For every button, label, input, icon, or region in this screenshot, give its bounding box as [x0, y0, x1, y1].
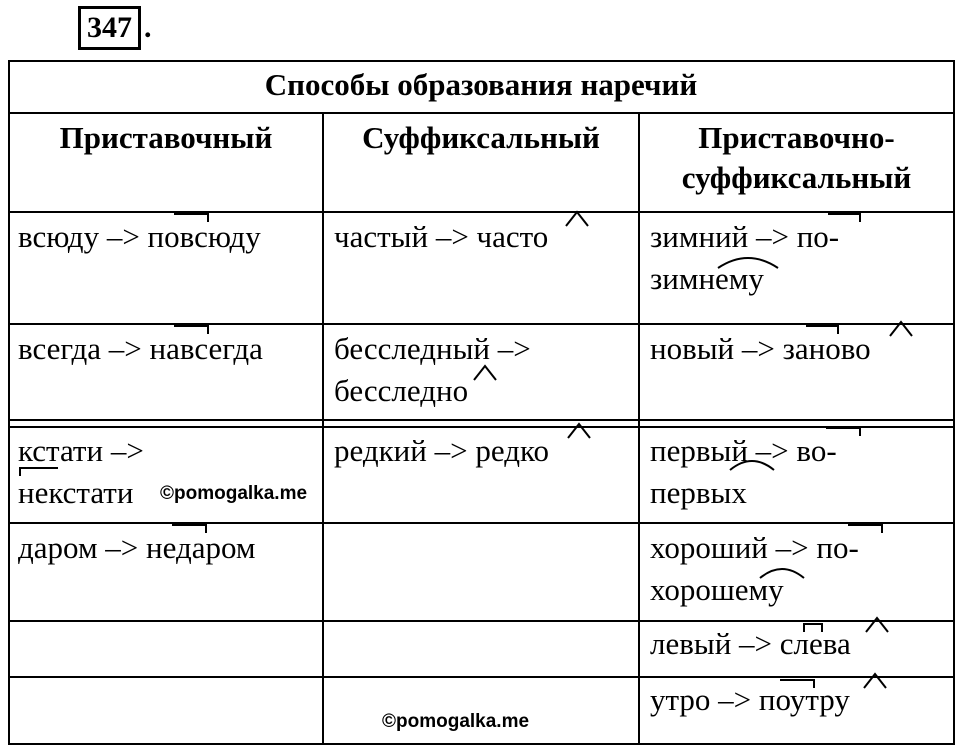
cell-line: редкий –> редко	[334, 433, 549, 468]
table-border-bottom	[8, 743, 955, 745]
cell-line: хорошему	[650, 572, 784, 607]
table-border-left	[8, 60, 10, 745]
cell-line: некстати	[18, 475, 134, 510]
cell-prefixal	[18, 216, 261, 258]
cell-line: бесследно	[334, 373, 469, 408]
cell-line: утро –> поутру	[650, 682, 850, 717]
cell-prefixal	[18, 430, 144, 514]
cell-line: первый –> во-	[650, 433, 837, 468]
cell-line: новый –> заново	[650, 331, 871, 366]
table-rule-title	[8, 112, 955, 114]
table-rule-row3	[8, 522, 955, 524]
column-header-line: суффиксальный	[681, 160, 912, 195]
table-rule-header	[8, 211, 955, 213]
table-col-divider-1	[322, 112, 324, 745]
cell-prefixal-suffixal	[650, 527, 859, 611]
cell-line: зимний –> по-	[650, 219, 840, 254]
cell-prefixal-suffixal	[650, 216, 839, 300]
watermark: ©pomogalka.me	[160, 483, 308, 504]
cell-prefixal-suffixal	[650, 623, 851, 665]
table-col-divider-2	[638, 112, 640, 745]
suffix-mark-chasto	[566, 212, 588, 226]
table-rule-row2b	[8, 426, 955, 428]
table-rule-row4	[8, 620, 955, 622]
cell-suffixal	[334, 430, 549, 472]
column-header-prefixal: Приставочный	[59, 120, 273, 155]
cell-line: даром –> недаром	[18, 530, 256, 565]
table-border-right	[953, 60, 955, 745]
cell-line: хороший –> по-	[650, 530, 859, 565]
cell-line: первых	[650, 475, 747, 510]
cell-line: частый –> часто	[334, 219, 549, 254]
table-title: Способы образования наречий	[264, 67, 698, 102]
exercise-number-dot: .	[144, 11, 152, 44]
watermark: ©pomogalka.me	[382, 711, 530, 732]
cell-prefixal-suffixal	[650, 328, 871, 370]
column-header-line: Приставочно-	[698, 120, 895, 155]
cell-line: кстати –>	[18, 433, 144, 468]
cell-line: зимнему	[650, 261, 764, 296]
cell-prefixal	[18, 527, 256, 569]
cell-line: бесследный –>	[334, 331, 531, 366]
cell-suffixal	[334, 216, 548, 258]
table-rule-row2a	[8, 419, 955, 421]
cell-suffixal	[334, 328, 531, 412]
cell-line: всегда –> навсегда	[18, 331, 263, 366]
exercise-number-value: 347	[87, 11, 132, 44]
cell-prefixal	[18, 328, 263, 370]
table-rule-row1	[8, 323, 955, 325]
cell-line: всюду –> повсюду	[18, 219, 261, 254]
cell-prefixal-suffixal	[650, 679, 850, 721]
exercise-number	[78, 6, 152, 50]
column-header-suffixal: Суффиксальный	[362, 120, 600, 155]
column-header-prefixal-suffixal	[640, 118, 953, 198]
cell-prefixal-suffixal	[650, 430, 837, 514]
table-rule-row5	[8, 676, 955, 678]
cell-line: левый –> слева	[650, 626, 851, 661]
